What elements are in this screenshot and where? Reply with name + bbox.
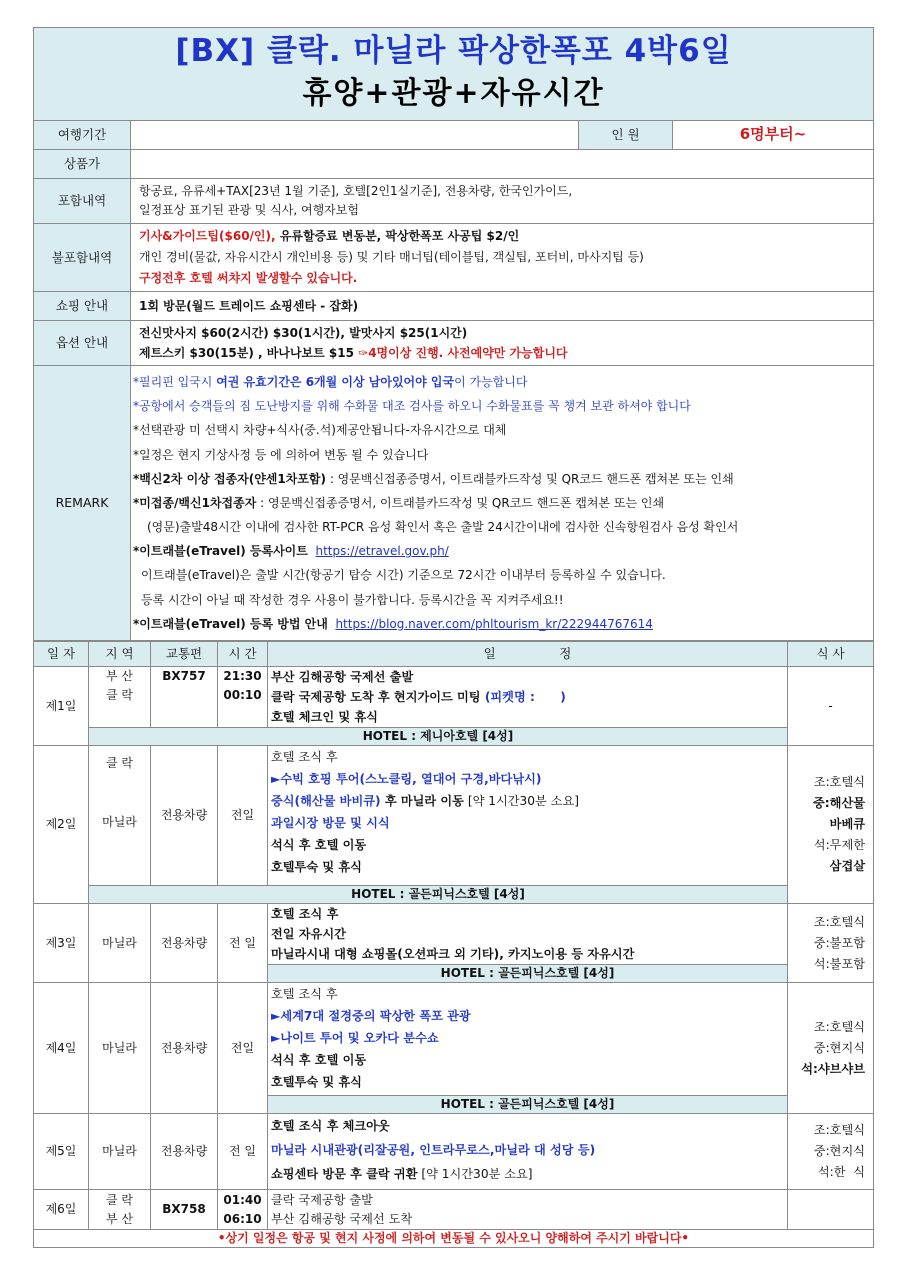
day-3-row: [34, 904, 874, 965]
remark-line: *선택관광 미 선택시 차량+식사(중.석)제공안됩니다-자유시간으로 대체: [133, 423, 507, 438]
meal: [788, 983, 874, 1114]
meal-text: 중:해산물: [813, 796, 865, 810]
exclude-line-3: 구정전후 호텔 써챠지 발생할수 있습니다.: [139, 271, 358, 285]
schedule-line: 후 마닐라 이동: [380, 794, 464, 808]
schedule-detail: [268, 667, 788, 728]
time: [218, 667, 268, 728]
meal: [788, 1114, 874, 1190]
meal: -: [788, 667, 874, 746]
schedule-detail: [268, 746, 788, 886]
schedule-detail: [268, 983, 788, 1096]
schedule-line: 쇼핑센타 방문 후 클락 귀환: [271, 1167, 418, 1181]
header-meal: 식 사: [788, 642, 874, 667]
transport: 전용차량: [151, 904, 218, 983]
remark-label: REMARK: [34, 366, 131, 641]
hotel-bar: HOTEL : 골든피닉스호텔 [4성]: [89, 886, 788, 904]
schedule-line: 석식 후 호텔 이동: [271, 1053, 367, 1067]
remark-line: 이 가능합니다: [454, 374, 528, 389]
exclude-value: [131, 224, 874, 292]
hotel-bar: HOTEL : 골든피닉스호텔 [4성]: [268, 1096, 788, 1114]
region: [89, 746, 151, 886]
region: [89, 667, 151, 728]
meal: [788, 1190, 874, 1230]
schedule-line: 호텔 조식 후: [271, 987, 338, 1001]
footer-notice: •상기 일정은 항공 및 현지 사정에 의하여 변동될 수 있사오니 양해하여 주시기 바랍니다•: [34, 1230, 874, 1248]
people-value: 6명부터~: [673, 121, 874, 150]
transport: BX758: [151, 1190, 218, 1230]
shopping-label: 쇼핑 안내: [34, 292, 131, 321]
remark-line: *필리핀 입국시: [133, 374, 217, 389]
transport: BX757: [151, 667, 218, 728]
region-text: 부 산: [106, 669, 133, 683]
day-1-row: [34, 667, 874, 728]
schedule-line: 마닐라 시내관광(리잘공원, 인트라무로스,마닐라 대 성당 등): [271, 1143, 596, 1157]
meal-text: 중:현지식: [813, 1040, 865, 1055]
time: 전 일: [218, 1114, 268, 1190]
schedule-line: [약 1시간30분 소요]: [417, 1167, 533, 1181]
people-label: 인 원: [579, 121, 673, 150]
region-text: 부 산: [106, 1211, 133, 1226]
region: 마닐라: [89, 904, 151, 983]
include-line: 일정표상 표기된 관광 및 식사, 여행자보험: [139, 203, 359, 217]
day-5-row: [34, 1114, 874, 1190]
meal-text: 조:호텔식: [813, 914, 865, 929]
remark-line: 이트래블(eTravel)은 출발 시간(항공기 탑승 시간) 기준으로 72시간 이내부터 등록하실 수 있습니다.: [141, 568, 666, 583]
option-label: 옵션 안내: [34, 321, 131, 366]
region: 마닐라: [89, 983, 151, 1114]
region-text: 클 락: [106, 1192, 133, 1207]
schedule-line: 클락 국제공항 출발: [271, 1192, 373, 1207]
remark-line: 등록 시간이 아닐 때 작성한 경우 사용이 불가합니다. 등록시간을 꼭 지켜주세요!!: [141, 592, 564, 607]
header-day: 일 자: [34, 642, 89, 667]
day-label: 제1일: [34, 667, 89, 746]
schedule-line: 호텔투숙 및 휴식: [271, 860, 362, 874]
schedule-line: 호텔 체크인 및 휴식: [271, 710, 378, 724]
time: 전 일: [218, 904, 268, 983]
meal-text: 바베큐: [829, 817, 865, 831]
header-transport: 교통편: [151, 642, 218, 667]
schedule-line: 호텔 조식 후 체크아웃: [271, 1119, 390, 1133]
schedule-line: 전일 자유시간: [271, 927, 346, 941]
meal: [788, 746, 874, 904]
option-note: ✑4명이상 진행. 사전예약만 가능합니다: [358, 346, 568, 360]
remark-line: *미접종/백신1차접종자: [133, 495, 257, 510]
etravel-link[interactable]: https://etravel.gov.ph/: [315, 544, 449, 559]
exclude-tip-text: 기사&가이드팁($60/인),: [139, 229, 276, 243]
day-4-row: [34, 983, 874, 1096]
day-6-row: [34, 1190, 874, 1230]
header-region: 지 역: [89, 642, 151, 667]
include-line: 항공료, 유류세+TAX[23년 1월 기준], 호텔[2인1실기준], 전용차량, 한국인가이드,: [139, 184, 573, 199]
schedule-detail: [268, 1190, 788, 1230]
meal-text: 삼겹살: [829, 859, 865, 873]
include-label: 포함내역: [34, 179, 131, 224]
meal-text: 석:불포함: [813, 956, 865, 971]
hotel-bar: HOTEL : 골든피닉스호텔 [4성]: [268, 965, 788, 983]
include-value: [131, 179, 874, 224]
remark-line: *일정은 현지 기상사정 등 에 의하여 변동 될 수 있습니다: [133, 447, 429, 462]
region: [89, 1190, 151, 1230]
page-subtitle: 휴양+관광+자유시간: [302, 76, 605, 111]
schedule-line: 부산 김해공항 국제선 출발: [271, 670, 414, 684]
schedule-header: [34, 642, 874, 667]
exclude-line-2: 개인 경비(물값, 자유시간시 개인비용 등) 및 기타 매너팁(테이블팁, 객실팁, 포터비, 마사지팁 등): [139, 250, 644, 264]
remark-content: [131, 366, 874, 641]
header-schedule: 일 정: [268, 642, 788, 667]
schedule-line: 마닐라시내 대형 쇼핑몰(오션파크 외 기타), 카지노이용 등 자유시간: [271, 947, 635, 961]
transport: 전용차량: [151, 1114, 218, 1190]
schedule-line: ►수빅 호핑 투어(스노클링, 열대어 구경,바다낚시): [271, 772, 542, 786]
schedule-line: 부산 김해공항 국제선 도착: [271, 1211, 413, 1226]
transport: 전용차량: [151, 983, 218, 1114]
schedule-line: 석식 후 호텔 이동: [271, 838, 367, 852]
region: 마닐라: [89, 1114, 151, 1190]
transport: 전용차량: [151, 746, 218, 886]
remark-line: (영문)출발48시간 이내에 검사한 RT-PCR 음성 확인서 혹은 출발 24시간이내에 검사한 신속항원검사 음성 확인서: [147, 520, 739, 535]
schedule-line: 호텔 조식 후: [271, 907, 339, 921]
meal-text: 조:호텔식: [813, 1123, 865, 1137]
meal-text: 조:호텔식: [813, 1019, 865, 1034]
meal: [788, 904, 874, 983]
price-label: 상품가: [34, 150, 131, 179]
option-value: [131, 321, 874, 366]
schedule-table: [33, 641, 874, 1248]
remark-line: *이트래블(eTravel) 등록사이트: [133, 544, 308, 559]
time: 전일: [218, 983, 268, 1114]
period-label: 여행기간: [34, 121, 131, 150]
meal-text: 중:현지식: [813, 1144, 865, 1158]
time-text: 00:10: [223, 688, 262, 702]
remark-line: *공항에서 승객들의 짐 도난방지를 위해 수화물 대조 검사를 하오니 수화물표를 꼭 챙겨 보관 하셔야 합니다: [133, 399, 691, 414]
meal-text: 석:무제한: [813, 838, 865, 852]
schedule-line: 클락 국제공항 도착 후 현지가이드 미팅: [271, 690, 485, 704]
schedule-line: 호텔 조식 후: [271, 750, 338, 764]
hotel-bar: HOTEL : 제니아호텔 [4성]: [89, 728, 788, 746]
remark-line: : 영문백신접종증명서, 이트래블카드작성 및 QR코드 핸드폰 캡쳐본 또는 인쇄: [256, 495, 665, 510]
time-text: 06:10: [223, 1211, 262, 1226]
region-text: 마닐라: [102, 814, 137, 829]
day-label: 제2일: [34, 746, 89, 904]
day-label: 제6일: [34, 1190, 89, 1230]
day-label: 제5일: [34, 1114, 89, 1190]
meal-text: 중:불포함: [813, 935, 865, 950]
schedule-line: 중식(해산물 바비큐): [271, 794, 381, 808]
shopping-value: 1회 방문(월드 트레이드 쇼핑센타 - 잡화): [131, 292, 874, 321]
time-text: 01:40: [223, 1192, 262, 1207]
schedule-line: [약 1시간30분 소요]: [463, 794, 579, 808]
day-2-row: [34, 746, 874, 886]
schedule-detail: [268, 1114, 788, 1190]
itinerary-sheet: [33, 27, 873, 1248]
header-time: 시 간: [218, 642, 268, 667]
schedule-line: ►나이트 투어 및 오카다 분수쇼: [271, 1031, 439, 1045]
title-block: [34, 28, 874, 121]
schedule-line: ►세계7대 절경중의 팍상한 폭포 관광: [271, 1009, 471, 1023]
option-line-2: 제트스키 $30(15분) , 바나나보트 $15: [139, 346, 359, 360]
day-label: 제4일: [34, 983, 89, 1114]
period-value: [131, 121, 579, 150]
page-title: [BX] 클락. 마닐라 팍상한폭포 4박6일: [175, 33, 732, 69]
schedule-line: 과일시장 방문 및 시식: [271, 816, 390, 830]
exclude-bold-text: 유류할증료 변동분, 팍상한폭포 사공팁 $2/인: [275, 229, 520, 243]
day-label: 제3일: [34, 904, 89, 983]
price-value: [131, 150, 874, 179]
info-table: [33, 27, 874, 641]
etravel-guide-link[interactable]: https://blog.naver.com/phltourism_kr/222944767614: [335, 616, 653, 631]
time: [218, 1190, 268, 1230]
schedule-detail: [268, 904, 788, 965]
schedule-line: 호텔투숙 및 휴식: [271, 1075, 362, 1089]
time-text: 21:30: [223, 669, 262, 683]
region-text: 클 락: [106, 756, 133, 770]
meal-text: 조:호텔식: [813, 775, 865, 789]
region-text: 클 락: [106, 688, 133, 702]
remark-line: 여권 유효기간은 6개월 이상 남아있어야 입국: [216, 374, 455, 389]
remark-line: *이트래블(eTravel) 등록 방법 안내: [133, 616, 328, 631]
remark-line: : 영문백신접종증명서, 이트래블카드작성 및 QR코드 핸드폰 캡쳐본 또는 인쇄: [326, 471, 734, 486]
option-line-1: 전신맛사지 $60(2시간) $30(1시간), 발맛사지 $25(1시간): [139, 326, 468, 340]
time: 전일: [218, 746, 268, 886]
meal-text: 석:한 식: [817, 1165, 865, 1179]
remark-line: *백신2차 이상 접종자(얀센1차포함): [133, 471, 326, 486]
meal-text: 석:샤브샤브: [801, 1061, 865, 1076]
exclude-label: 불포함내역: [34, 224, 131, 292]
picket-name: (피켓명 : ): [484, 690, 566, 704]
